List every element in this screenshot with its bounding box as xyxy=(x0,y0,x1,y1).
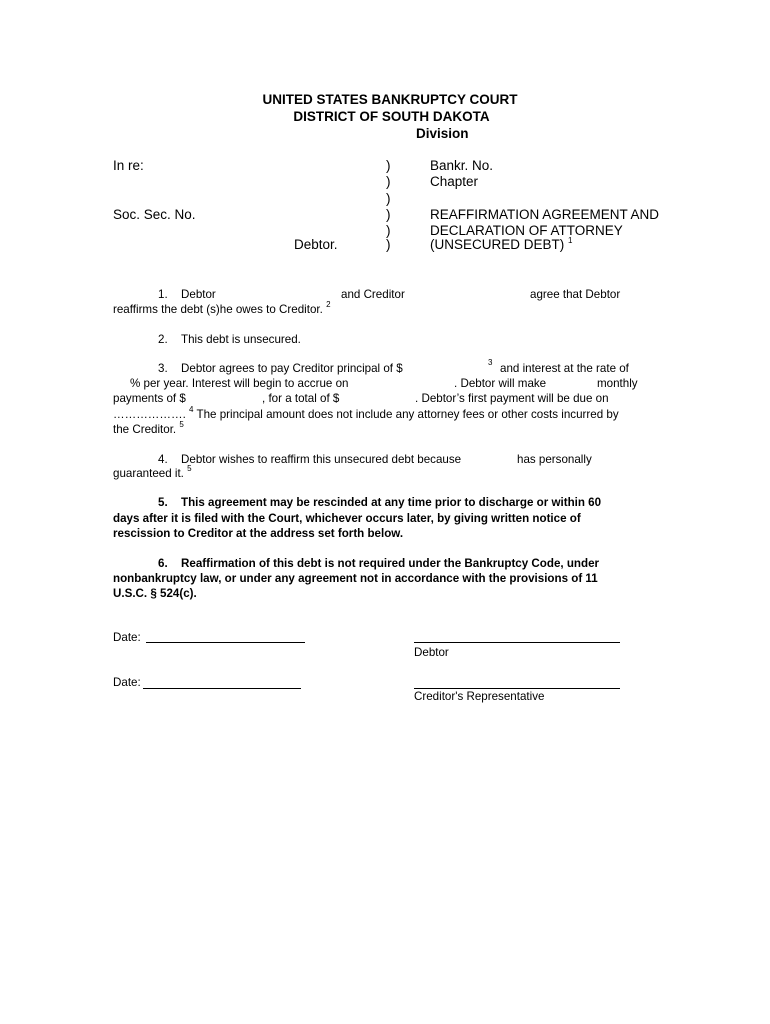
para1-line2: reaffirms the debt (s)he owes to Creditor. $^2$ xyxy=(113,300,331,316)
footnote-ref: 1 xyxy=(568,236,573,245)
date-line-1[interactable] xyxy=(146,642,305,643)
para3-number: 3. xyxy=(158,362,168,375)
document-title-line2: DECLARATION OF ATTORNEY xyxy=(430,223,623,238)
para4-text: Debtor wishes to reaffirm this unsecured debt because xyxy=(181,453,462,466)
chapter-label: Chapter xyxy=(430,174,479,189)
footnote-ref: 4 xyxy=(189,405,194,414)
caption-paren: ) xyxy=(386,158,391,173)
para6-line1: Reaffirmation of this debt is not required under the Bankruptcy Code, under xyxy=(181,557,600,570)
para4-has-personally: has personally xyxy=(517,453,592,466)
soc-sec-label: Soc. Sec. No. xyxy=(113,207,196,222)
date-line-2[interactable] xyxy=(143,688,301,689)
para1-agree: agree that Debtor xyxy=(530,288,621,301)
creditor-rep-label: Creditor's Representative xyxy=(414,690,545,703)
date-label-2: Date: xyxy=(113,676,141,689)
caption-paren: ) xyxy=(386,237,391,252)
division-label: Division xyxy=(416,126,469,141)
in-re-label: In re: xyxy=(113,158,144,173)
para5-number: 5. xyxy=(158,496,168,509)
debtor-signature-label: Debtor xyxy=(414,646,449,659)
para4-number: 4. xyxy=(158,453,168,466)
para3-line4: ………………. $^4$ The principal amount does not include any attorney fees or other costs incurred by xyxy=(113,405,619,421)
para3-first-payment: . Debtor’s first payment will be due on xyxy=(415,392,609,405)
para2-number: 2. xyxy=(158,333,168,346)
para3-principal: Debtor agrees to pay Creditor principal of $ xyxy=(181,362,403,375)
bankr-no-label: Bankr. No. xyxy=(430,158,494,173)
para3-per-year: % per year. Interest will begin to accrue on xyxy=(130,377,349,390)
para6-line3: U.S.C. § 524(c). xyxy=(113,587,197,600)
footnote-ref: 2 xyxy=(326,300,331,309)
para5-line3: rescission to Creditor at the address set forth below. xyxy=(113,527,404,540)
para3-monthly: monthly xyxy=(597,377,638,390)
footnote-ref: 5 xyxy=(187,464,192,473)
para3-total-of: , for a total of $ xyxy=(262,392,340,405)
para2-text: This debt is unsecured. xyxy=(181,333,301,346)
date-label-1: Date: xyxy=(113,631,141,644)
para3-debtor-will-make: . Debtor will make xyxy=(454,377,547,390)
footnote-ref: 3 xyxy=(488,358,493,367)
para1-and-creditor: and Creditor xyxy=(341,288,405,301)
caption-paren: ) xyxy=(386,207,391,222)
para5-line1: This agreement may be rescinded at any time prior to discharge or within 60 xyxy=(181,496,602,509)
creditor-signature-line[interactable] xyxy=(414,688,620,689)
para3-line5: the Creditor. $^5$ xyxy=(113,420,184,436)
para1-number: 1. xyxy=(158,288,168,301)
court-title: UNITED STATES BANKRUPTCY COURT xyxy=(262,92,518,107)
district-title: DISTRICT OF SOUTH DAKOTA xyxy=(293,109,490,124)
caption-paren: ) xyxy=(386,191,391,206)
footnote-ref: 5 xyxy=(179,420,184,429)
debtor-caption-label: Debtor. xyxy=(294,237,338,252)
para3-interest-rate: and interest at the rate of xyxy=(500,362,629,375)
para3-payments-of: payments of $ xyxy=(113,392,186,405)
debtor-signature-line[interactable] xyxy=(414,642,620,643)
para1-debtor: Debtor xyxy=(181,288,216,301)
para6-number: 6. xyxy=(158,557,168,570)
document-title-line3: (UNSECURED DEBT) $^1$ xyxy=(430,236,573,252)
caption-paren: ) xyxy=(386,174,391,189)
caption-paren: ) xyxy=(386,223,391,238)
para6-line2: nonbankruptcy law, or under any agreement not in accordance with the provisions of 11 xyxy=(113,572,598,585)
para4-line2: guaranteed it. $^5$ xyxy=(113,464,192,480)
para5-line2: days after it is filed with the Court, whichever occurs later, by giving written notice of xyxy=(113,512,581,525)
document-title-line1: REAFFIRMATION AGREEMENT AND xyxy=(430,207,660,222)
